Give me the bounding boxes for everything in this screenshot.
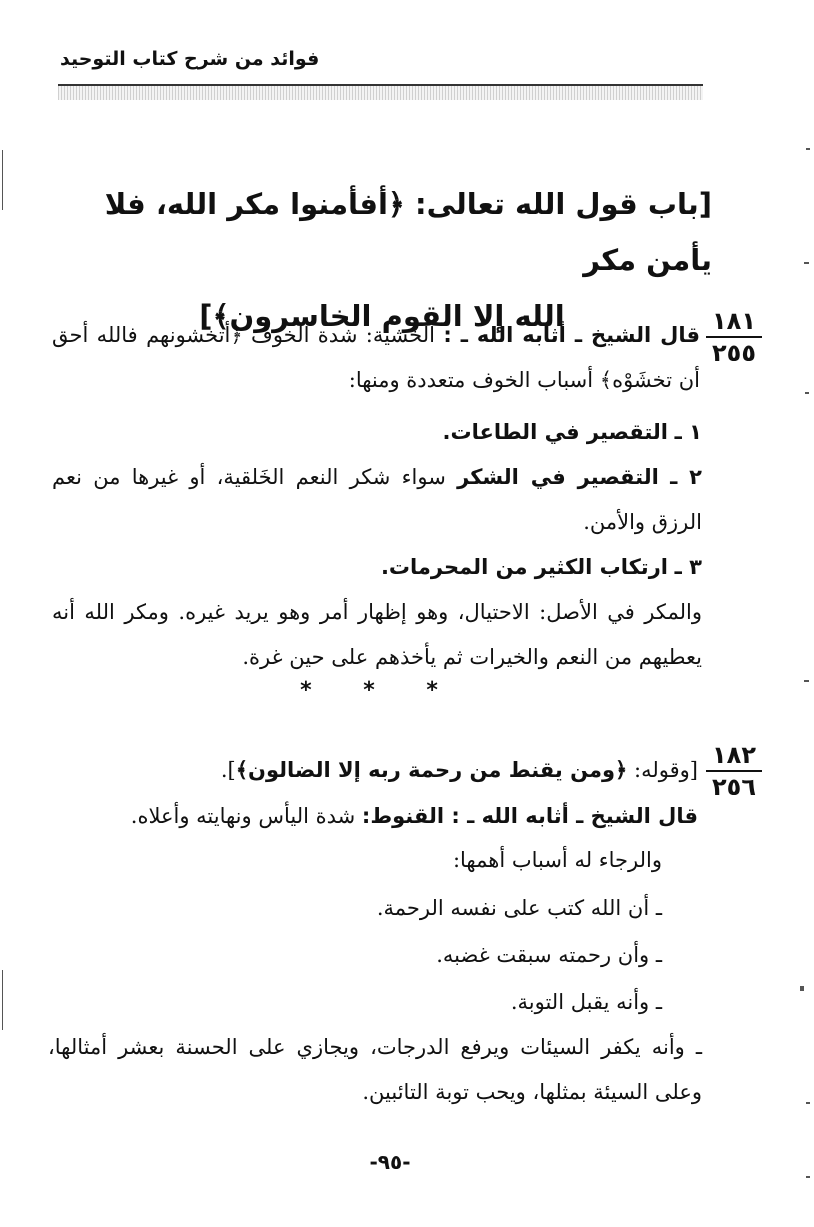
margin-mark xyxy=(806,1176,810,1178)
quran-quote: ﴿ومن يقنط من رحمة ربه إلا الضالون﴾ xyxy=(235,758,628,782)
margin-mark xyxy=(806,1102,810,1104)
list-item: ـ وأن رحمته سبقت غضبه. xyxy=(436,943,662,967)
ref-number-bottom: ٢٥٦ xyxy=(712,773,756,801)
list-item-rest: سواء شكر النعم الخَلقية، أو غيرها من نعم الرزق والأمن. xyxy=(52,465,702,534)
raja-intro: والرجاء له أسباب أهمها: xyxy=(452,848,662,872)
page-number: -٩٥- xyxy=(369,1150,411,1174)
list-item xyxy=(52,410,702,455)
margin-mark xyxy=(804,262,809,264)
list-item-number: ٣ ـ xyxy=(674,555,702,579)
section-181-paragraph xyxy=(52,313,700,403)
speaker-label: قال الشيخ ـ أثابه الله ـ : القنوط: xyxy=(361,804,698,828)
margin-mark xyxy=(800,986,804,991)
chapter-title-line-1: [باب قول الله تعالى: ﴿أفأمنوا مكر الله، فلا يأمن مكر xyxy=(104,187,712,277)
speaker-label: قال الشيخ ـ أثابه الله ـ : xyxy=(443,323,700,347)
section-reference-182 xyxy=(702,742,766,800)
running-header: فوائد من شرح كتاب التوحيد xyxy=(60,48,320,70)
list-item-bold: التقصير في الطاعات. xyxy=(442,420,668,444)
list-item: ـ وأنه يقبل التوبة. xyxy=(510,990,662,1014)
list-item-bold: ارتكاب الكثير من المحرمات. xyxy=(380,555,668,579)
ref-number-bottom: ٢٥٥ xyxy=(712,339,756,367)
list-item-number: ١ ـ xyxy=(674,420,702,444)
list-item xyxy=(52,545,702,590)
ref-fraction-bar xyxy=(706,770,762,772)
section-182-quote-line xyxy=(52,748,698,793)
margin-mark xyxy=(804,680,809,682)
list-item-number: ٢ ـ xyxy=(670,465,702,489)
definition-text: شدة اليأس ونهايته وأعلاه. xyxy=(130,804,362,828)
quote-prefix: [وقوله: xyxy=(627,758,698,782)
margin-mark xyxy=(806,148,810,150)
ref-number-top: ١٨١ xyxy=(712,307,756,335)
quote-suffix: ]. xyxy=(220,758,236,782)
section-182-definition xyxy=(52,794,698,839)
list-item: ـ أن الله كتب على نفسه الرحمة. xyxy=(376,896,662,920)
chapter-title-line-2: الله إلا القوم الخاسرون﴾] xyxy=(199,299,565,333)
section-separator: * * * xyxy=(300,678,460,703)
section-181-text: الخشية: شدة الخوف ﴿أتخشونهم فالله أحق أن تخشَوْه﴾ أسباب الخوف متعددة ومنها: xyxy=(52,323,700,392)
margin-mark xyxy=(805,392,809,394)
makr-definition-paragraph: والمكر في الأصل: الاحتيال، وهو إظهار أمر وهو يريد غيره. ومكر الله أنه يعطيهم من النعم والخيرات ثم يأخذهم على حين غرة. xyxy=(52,600,702,669)
list-item xyxy=(52,455,702,545)
list-item-bold: التقصير في الشكر xyxy=(457,465,659,489)
header-rule xyxy=(58,84,703,100)
section-reference-181 xyxy=(702,308,766,366)
list-item: ـ وأنه يكفر السيئات ويرفع الدرجات، ويجازي على الحسنة بعشر أمثالها، وعلى السيئة بمثلها، ويحب توبة التائبين. xyxy=(48,1035,702,1104)
margin-mark xyxy=(2,970,3,1030)
ref-fraction-bar xyxy=(706,336,762,338)
ref-number-top: ١٨٢ xyxy=(712,741,756,769)
margin-mark xyxy=(2,150,3,210)
